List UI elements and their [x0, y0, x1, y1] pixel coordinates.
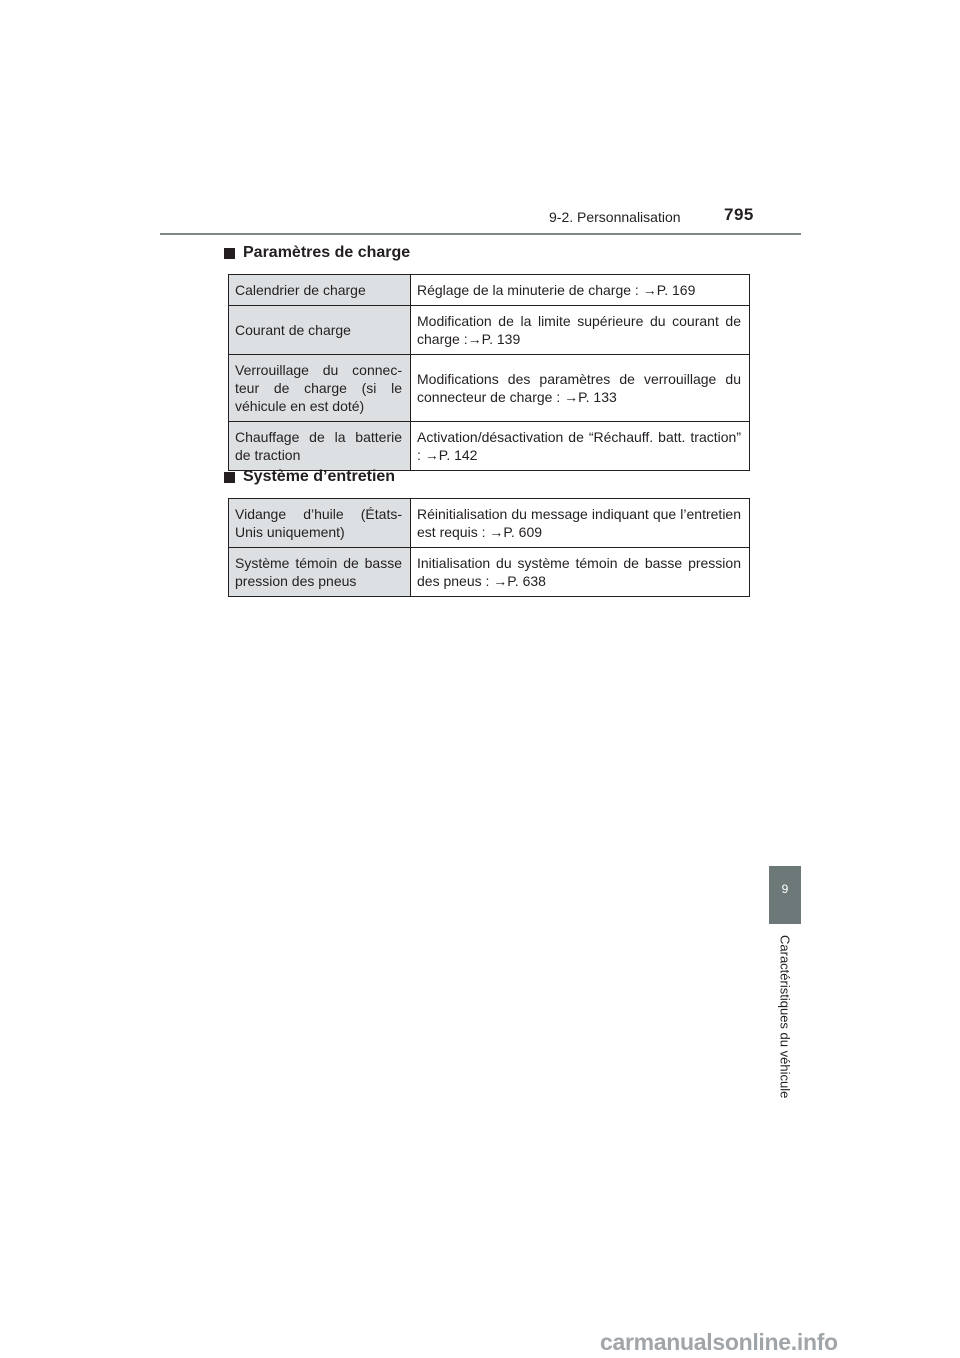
table-row [229, 548, 750, 597]
table-cell-value: Réinitialisation du message indiquant que l’entretien est requis : →P. 609 [411, 499, 750, 548]
square-bullet-icon [224, 248, 235, 259]
table-row [229, 355, 750, 422]
table-cell-label: Chauffage de la batterie de traction [229, 422, 411, 471]
chapter-side-label-text: Caractéristiques du véhicule [777, 935, 793, 1099]
table-cell-value: Initialisation du système témoin de basse pression des pneus : →P. 638 [411, 548, 750, 597]
charge-settings-table [228, 274, 750, 471]
table-cell-label: Courant de charge [229, 306, 411, 355]
table-row [229, 275, 750, 306]
page-number: 795 [724, 205, 754, 224]
section-heading-text: Système d’entretien [243, 468, 396, 485]
chapter-section-title: 9-2. Personnalisation [549, 209, 681, 225]
square-bullet-icon [224, 472, 235, 483]
chapter-tab: 9 [769, 866, 801, 924]
table-cell-label: Verrouillage du connec-teur de charge (si le véhicule en est doté) [229, 355, 411, 422]
chapter-side-label [770, 935, 800, 1117]
table-row [229, 422, 750, 471]
table-cell-value: Modification de la limite supérieure du courant de charge :→P. 139 [411, 306, 750, 355]
maintenance-system-table [228, 498, 750, 597]
header-divider [160, 233, 801, 235]
table-cell-label: Calendrier de charge [229, 275, 411, 306]
section-heading-text: Paramètres de charge [243, 244, 411, 261]
table-cell-value: Modifications des paramètres de verrouillage du connecteur de charge : →P. 133 [411, 355, 750, 422]
table-row [229, 499, 750, 548]
table-row [229, 306, 750, 355]
table-cell-label: Système témoin de basse pression des pneus [229, 548, 411, 597]
section-heading-charge [224, 244, 410, 262]
watermark: carmanualsonline.info [600, 1329, 838, 1355]
table-cell-value: Activation/désactivation de “Réchauff. batt. traction” : →P. 142 [411, 422, 750, 471]
table-cell-label: Vidange d’huile (États-Unis uniquement) [229, 499, 411, 548]
section-heading-maintenance [224, 468, 395, 486]
table-cell-value: Réglage de la minuterie de charge : →P. 169 [411, 275, 750, 306]
